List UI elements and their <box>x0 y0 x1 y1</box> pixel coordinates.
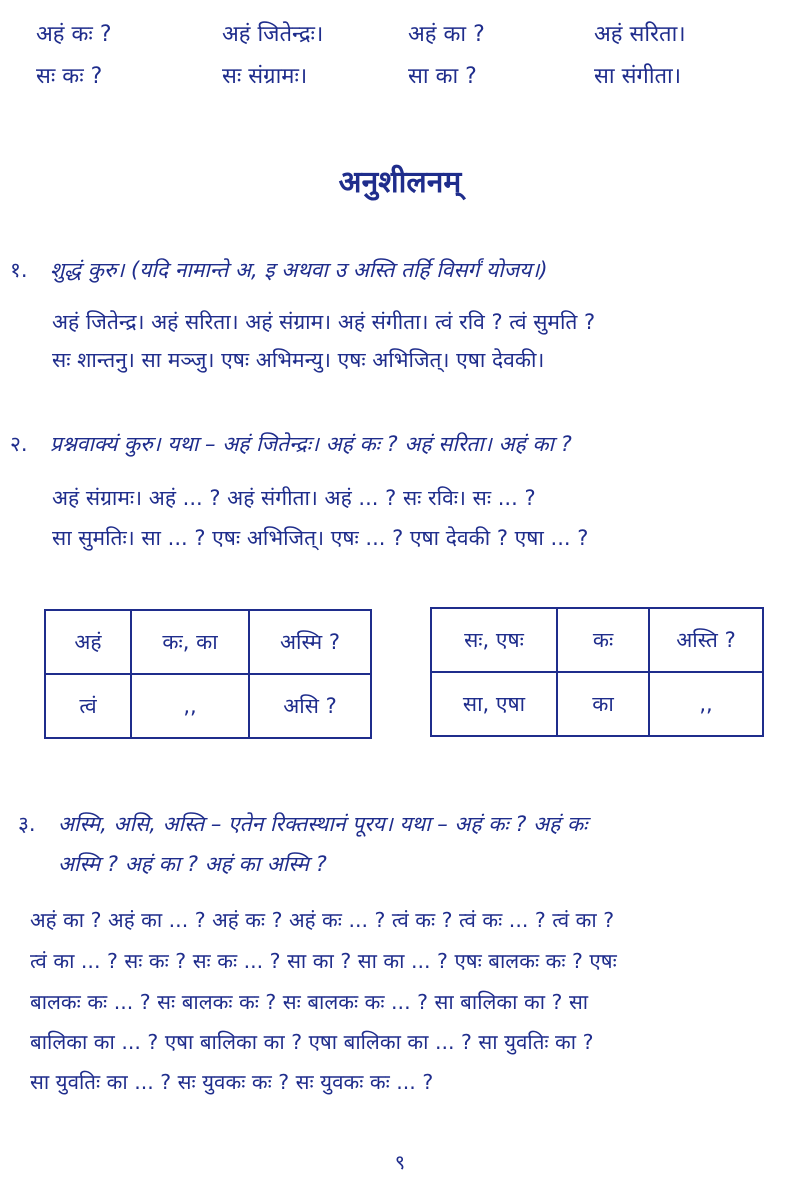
exercise-3-line: बालिका का ... ? एषा बालिका का ? एषा बालिका का ... ? सा युवतिः का ? <box>30 1030 594 1054</box>
exercise-2-title <box>10 430 790 458</box>
exercise-3-line: सा युवतिः का ... ? सः युवकः कः ? सः युवकः कः ... ? <box>30 1070 434 1094</box>
intro-grid <box>36 18 776 102</box>
exercise-2-line: सा सुमतिः। सा ... ? एषः अभिजित्। एषः ... ? एषा देवकी ? एषा ... ? <box>52 526 589 550</box>
exercise-2-instruction: प्रश्नवाक्यं कुरु। यथा – अहं जितेन्द्रः। अहं कः ? अहं सरिता। अहं का ? <box>50 432 572 456</box>
conjugation-table-right <box>430 607 764 737</box>
intro-cell: सा का ? <box>408 64 477 89</box>
intro-row <box>36 18 776 60</box>
table-row <box>431 672 763 736</box>
exercise-3-instruction: अस्मि, असि, अस्ति – एतेन रिक्तस्थानं पूरय। यथा – अहं कः ? अहं कः <box>58 812 588 836</box>
exercise-2-number: २. <box>10 432 28 456</box>
exercise-3-line: बालकः कः ... ? सः बालकः कः ? सः बालकः कः ... ? सा बालिका का ? सा <box>30 990 589 1014</box>
table-cell: त्वं <box>45 674 131 738</box>
exercise-3-number: ३. <box>18 812 36 836</box>
exercise-2-line: अहं संग्रामः। अहं ... ? अहं संगीता। अहं ... ? सः रविः। सः ... ? <box>52 486 536 510</box>
intro-row <box>36 60 776 102</box>
table-cell: सः, एषः <box>431 608 557 672</box>
exercise-3-instruction-cont: अस्मि ? अहं का ? अहं का अस्मि ? <box>58 852 327 876</box>
table-cell: का <box>557 672 649 736</box>
table-row <box>45 610 371 674</box>
intro-cell: अहं कः ? <box>36 22 112 47</box>
table-cell: अस्ति ? <box>649 608 763 672</box>
table-cell: ,, <box>649 672 763 736</box>
exercise-1-instruction: शुद्धं कुरु। (यदि नामान्ते अ, इ अथवा उ अस्ति तर्हि विसर्गं योजय।) <box>50 258 548 282</box>
table-row <box>431 608 763 672</box>
table-cell: असि ? <box>249 674 371 738</box>
table-row <box>45 674 371 738</box>
intro-cell: सः संग्रामः। <box>222 64 308 89</box>
exercise-1-title <box>10 256 790 284</box>
section-heading: अनुशीलनम् <box>338 165 462 200</box>
table-cell: ,, <box>131 674 249 738</box>
page-number: ९ <box>394 1150 406 1174</box>
conjugation-table-left <box>44 609 372 739</box>
exercise-1-line: अहं जितेन्द्र। अहं सरिता। अहं संग्राम। अहं संगीता। त्वं रवि ? त्वं सुमति ? <box>52 310 596 334</box>
intro-cell: अहं का ? <box>408 22 485 47</box>
exercise-3-line: त्वं का ... ? सः कः ? सः कः ... ? सा का ? सा का ... ? एषः बालकः कः ? एषः <box>30 949 617 973</box>
intro-cell: अहं सरिता। <box>594 22 686 47</box>
exercise-1-line: सः शान्तनु। सा मञ्जु। एषः अभिमन्यु। एषः अभिजित्। एषा देवकी। <box>52 348 545 372</box>
table-cell: कः, का <box>131 610 249 674</box>
table-cell: अहं <box>45 610 131 674</box>
table-cell: अस्मि ? <box>249 610 371 674</box>
intro-cell: सा संगीता। <box>594 64 682 89</box>
table-cell: कः <box>557 608 649 672</box>
exercise-3-line: अहं का ? अहं का ... ? अहं कः ? अहं कः ... ? त्वं कः ? त्वं कः ... ? त्वं का ? <box>30 908 615 932</box>
intro-cell: सः कः ? <box>36 64 103 89</box>
intro-cell: अहं जितेन्द्रः। <box>222 22 324 47</box>
table-cell: सा, एषा <box>431 672 557 736</box>
exercise-1-number: १. <box>10 258 28 282</box>
